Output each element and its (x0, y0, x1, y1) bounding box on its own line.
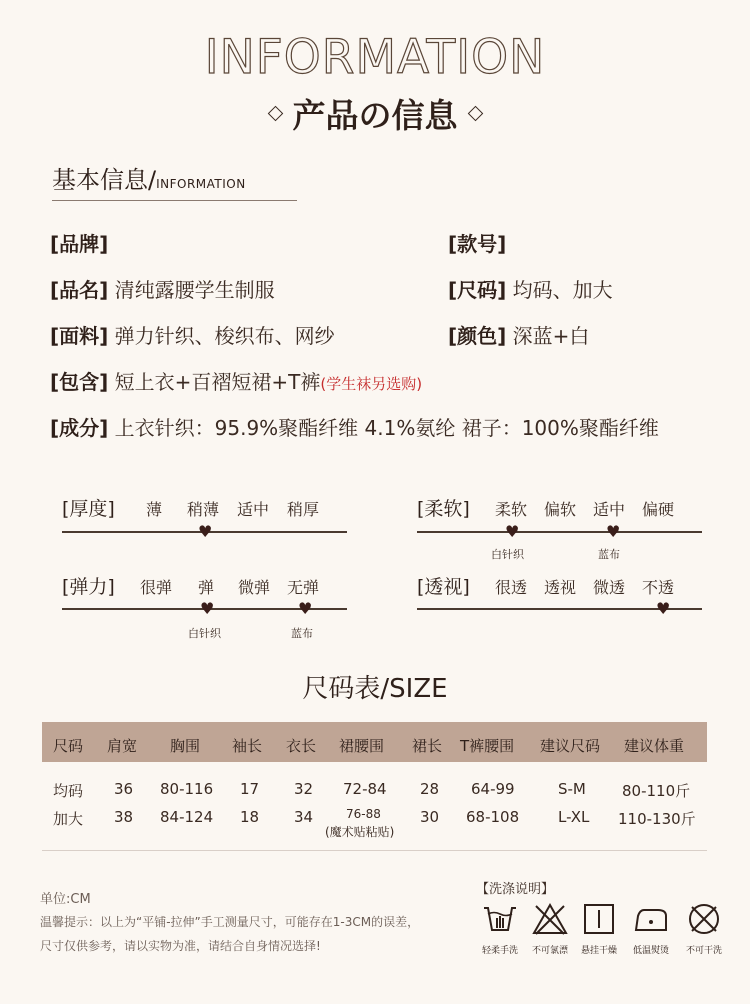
table-cell: 80-116 (160, 780, 214, 798)
table-cell: 36 (114, 780, 134, 798)
table-cell: 30 (420, 808, 440, 826)
fabric-value: 弹力针织、梭织布、网纱 (114, 324, 335, 348)
softness-label: [柔软] (417, 498, 470, 520)
unit-note: 单位:CM (40, 892, 91, 907)
table-header-cell: 衣长 (286, 737, 317, 755)
size-label: [尺码] (448, 278, 507, 302)
name-label: [品名] (50, 278, 109, 302)
softness-option: 适中 (593, 500, 626, 519)
heart-marker-icon: ♥ (298, 599, 313, 618)
table-cell: 34 (294, 808, 314, 826)
table-header-cell: 建议尺码 (540, 737, 601, 755)
transparency-label: [透视] (417, 576, 470, 598)
tip-line-1: 温馨提示：以上为“平铺-拉伸”手工测量尺寸，可能存在1-3CM的误差， (40, 915, 420, 929)
softness-note: 白针织 (491, 548, 524, 561)
section-divider (52, 200, 297, 201)
info-title: INFORMATION (204, 30, 546, 85)
section-title: 基本信息/ (52, 166, 157, 194)
color-row (448, 320, 589, 349)
table-cell: 38 (114, 808, 134, 826)
heart-marker-icon: ♥ (505, 522, 520, 541)
include-label: [包含] (50, 370, 109, 394)
table-cell: 110-130斤 (618, 810, 696, 828)
table-cell: 18 (240, 808, 260, 826)
table-header-cell: T裤腰围 (460, 737, 515, 755)
composition-row (50, 412, 659, 441)
wash-caption: 悬挂干燥 (580, 946, 617, 956)
thickness-option: 适中 (237, 500, 270, 519)
table-header-cell: 肩宽 (107, 737, 138, 755)
name-row (50, 274, 275, 303)
heart-marker-icon: ♥ (606, 522, 621, 541)
no-bleach-icon (532, 902, 568, 940)
softness-scale-line (417, 531, 702, 533)
table-cell: 32 (294, 780, 314, 798)
section-heading (52, 160, 246, 195)
low-iron-icon (632, 902, 670, 940)
thickness-label: [厚度] (62, 498, 115, 520)
diamond-icon (267, 106, 283, 122)
include-row (50, 366, 422, 395)
wash-caption: 不可干洗 (685, 946, 722, 956)
table-header-cell: 裙腰围 (339, 737, 385, 755)
brand-label: [品牌] (50, 232, 109, 256)
table-header-cell: 袖长 (232, 737, 263, 755)
composition-value: 上衣针织：95.9%聚酯纤维 4.1%氨纶 裙子：100%聚酯纤维 (114, 416, 659, 440)
subtitle-text: 产品の信息 (292, 96, 458, 135)
model-row (448, 228, 506, 257)
color-label: [颜色] (448, 324, 507, 348)
table-cell: S-M (558, 780, 586, 798)
model-label: [款号] (448, 232, 507, 256)
thickness-option: 稍薄 (187, 500, 220, 519)
color-value: 深蓝+白 (512, 324, 590, 348)
brand-row (50, 228, 108, 257)
softness-option: 偏硬 (642, 500, 675, 519)
elasticity-option: 无弹 (287, 578, 320, 597)
include-value: 短上衣+百褶短裙+T裤 (114, 370, 321, 394)
table-cell: 68-108 (466, 808, 520, 826)
fabric-row (50, 320, 335, 349)
elasticity-label: [弹力] (62, 576, 115, 598)
transparency-option: 透视 (544, 578, 577, 597)
table-cell: 72-84 (343, 780, 387, 798)
heart-marker-icon: ♥ (200, 599, 215, 618)
elasticity-option: 微弹 (238, 578, 271, 597)
table-cell: 80-110斤 (622, 782, 691, 800)
softness-option: 柔软 (495, 500, 528, 519)
elasticity-note: 白针织 (188, 627, 221, 640)
table-bottom-divider (42, 850, 707, 851)
elasticity-option: 很弹 (140, 578, 173, 597)
size-table-title: 尺码表/SIZE (302, 674, 448, 704)
table-cell: 加大 (53, 810, 84, 828)
table-cell: 76-88 (346, 807, 381, 821)
table-cell: 17 (240, 780, 260, 798)
table-cell: L-XL (558, 808, 590, 826)
table-cell: 均码 (53, 782, 84, 800)
table-cell: 84-124 (160, 808, 214, 826)
thickness-option: 薄 (146, 500, 163, 519)
table-cell: 64-99 (471, 780, 515, 798)
include-note: (学生袜另选购) (320, 375, 423, 393)
softness-option: 偏软 (544, 500, 577, 519)
heart-marker-icon: ♥ (656, 599, 671, 618)
table-header-cell: 裙长 (412, 737, 443, 755)
transparency-option: 微透 (593, 578, 626, 597)
diamond-icon (467, 106, 483, 122)
transparency-option: 不透 (642, 578, 675, 597)
fabric-label: [面料] (50, 324, 109, 348)
table-header-cell: 胸围 (170, 737, 201, 755)
wash-title: 【洗涤说明】 (476, 882, 555, 897)
composition-label: [成分] (50, 416, 109, 440)
table-cell-note: (魔术贴粘贴) (325, 825, 395, 839)
wash-caption: 不可氯漂 (531, 946, 568, 956)
table-header-cell: 建议体重 (624, 737, 685, 755)
table-header-cell: 尺码 (53, 737, 84, 755)
size-value: 均码、加大 (512, 278, 613, 302)
section-title-en: INFORMATION (156, 177, 246, 191)
heart-marker-icon: ♥ (198, 522, 213, 541)
elasticity-note: 蓝布 (291, 627, 313, 640)
softness-note: 蓝布 (598, 548, 620, 561)
size-row (448, 274, 613, 303)
product-info-subtitle (0, 90, 750, 137)
name-value: 清纯露腰学生制服 (114, 278, 275, 302)
wash-caption: 轻柔手洗 (481, 946, 518, 956)
hand-wash-icon (482, 902, 518, 940)
thickness-option: 稍厚 (287, 500, 320, 519)
no-dry-clean-icon (686, 902, 722, 940)
transparency-option: 很透 (495, 578, 528, 597)
hang-dry-icon (582, 902, 616, 940)
elasticity-option: 弹 (198, 578, 215, 597)
wash-caption: 低温熨烫 (632, 946, 669, 956)
tip-line-2: 尺寸仅供参考，请以实物为准，请结合自身情况选择! (40, 939, 321, 953)
table-cell: 28 (420, 780, 440, 798)
